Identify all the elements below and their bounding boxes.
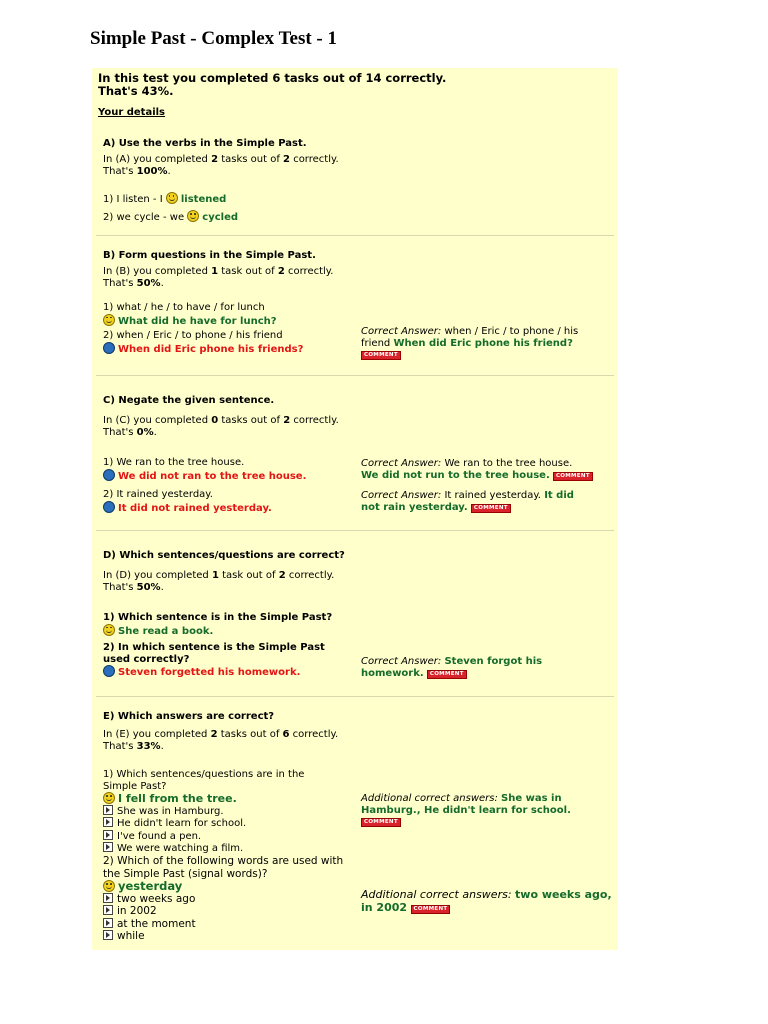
smiley-icon (103, 314, 115, 326)
section-a-stats: In (A) you completed 2 tasks out of 2 correctly. That's 100%. (103, 154, 339, 177)
wrong-answer-icon (103, 665, 115, 677)
summary-line-2: That's 43%. (98, 84, 174, 98)
checkbox-icon[interactable] (103, 918, 113, 928)
your-details-link[interactable]: Your details (98, 107, 166, 118)
section-divider (96, 530, 614, 531)
summary-line-1: In this test you completed 6 tasks out of 14 correctly. (98, 71, 447, 85)
section-d-correct-answer: Correct Answer: Steven forgot his homework. COMMENT (361, 656, 543, 679)
section-divider (96, 375, 614, 376)
option-row[interactable]: She was in Hamburg. (103, 805, 304, 818)
section-e-correct-answer-2: Additional correct answers: two weeks ago, in 2002 COMMENT (361, 888, 612, 914)
section-b-stats: In (B) you completed 1 task out of 2 correctly. That's 50%. (103, 266, 334, 289)
smiley-icon (166, 192, 178, 204)
comment-button[interactable]: COMMENT (553, 472, 593, 481)
section-a-question-2: 2) we cycle - we cycled (103, 212, 239, 223)
option-row[interactable]: while (103, 930, 343, 943)
section-e-correct-answer-1: Additional correct answers: She was in Hamburg., He didn't learn for school. COMMENT (361, 793, 571, 825)
checkbox-icon[interactable] (103, 805, 113, 815)
smiley-icon (103, 624, 115, 636)
section-divider (96, 696, 614, 697)
checkbox-icon[interactable] (103, 930, 113, 940)
checkbox-icon[interactable] (103, 817, 113, 827)
comment-button[interactable]: COMMENT (471, 504, 511, 513)
section-e-question-2: 2) Which of the following words are used with the Simple Past (signal words)? yesterday two weeks ago in 2002 at the moment while (103, 855, 344, 942)
wrong-answer-icon (103, 469, 115, 481)
section-a-question-1: 1) I listen - I listened (103, 194, 227, 205)
smiley-icon (103, 792, 115, 804)
option-row[interactable]: at the moment (103, 918, 343, 931)
comment-button[interactable]: COMMENT (411, 905, 451, 914)
section-c-correct-answer-2: Correct Answer: It rained yesterday. It did not rain yesterday. COMMENT (361, 490, 574, 513)
checkbox-icon[interactable] (103, 842, 113, 852)
section-e-heading: E) Which answers are correct? (103, 711, 275, 722)
checkbox-icon[interactable] (103, 893, 113, 903)
section-d-question-2: 2) In which sentence is the Simple Past used correctly? Steven forgetted his homework. (103, 642, 325, 678)
option-row[interactable]: He didn't learn for school. (103, 817, 304, 830)
section-c-heading: C) Negate the given sentence. (103, 395, 275, 406)
section-b-question-1: 1) what / he / to have / for lunch What did he have for lunch? (103, 302, 277, 327)
section-c-stats: In (C) you completed 0 tasks out of 2 correctly. That's 0%. (103, 415, 339, 438)
smiley-icon (103, 880, 115, 892)
test-summary (98, 72, 446, 98)
section-e-question-1: 1) Which sentences/questions are in the Simple Past? I fell from the tree. She was in Hamburg. He didn't learn for school. I've found a pen. We were watching a film. (103, 769, 305, 854)
section-a-heading: A) Use the verbs in the Simple Past. (103, 138, 307, 149)
section-e-stats: In (E) you completed 2 tasks out of 6 correctly. That's 33%. (103, 729, 339, 752)
option-row[interactable]: two weeks ago (103, 893, 343, 906)
option-row[interactable]: I've found a pen. (103, 830, 304, 843)
smiley-icon (187, 210, 199, 222)
section-c-question-1: 1) We ran to the tree house. We did not ran to the tree house. (103, 457, 307, 482)
section-b-question-2: 2) when / Eric / to phone / his friend When did Eric phone his friends? (103, 330, 304, 355)
wrong-answer-icon (103, 501, 115, 513)
section-divider (96, 235, 614, 236)
section-c-correct-answer-1: Correct Answer: We ran to the tree house. We did not run to the tree house. COMMENT (361, 458, 593, 481)
comment-button[interactable]: COMMENT (427, 670, 467, 679)
document-title: Simple Past - Complex Test - 1 (90, 28, 337, 49)
section-d-question-1: 1) Which sentence is in the Simple Past? She read a book. (103, 612, 333, 637)
option-row[interactable]: in 2002 (103, 905, 343, 918)
section-d-stats: In (D) you completed 1 task out of 2 correctly. That's 50%. (103, 570, 335, 593)
comment-button[interactable]: COMMENT (361, 351, 401, 360)
section-d-heading: D) Which sentences/questions are correct? (103, 550, 345, 561)
section-b-correct-answer: Correct Answer: when / Eric / to phone / his friend When did Eric phone his friend? COMMENT (361, 326, 579, 358)
option-row[interactable]: We were watching a film. (103, 842, 304, 855)
section-c-question-2: 2) It rained yesterday. It did not rained yesterday. (103, 489, 272, 514)
checkbox-icon[interactable] (103, 905, 113, 915)
wrong-answer-icon (103, 342, 115, 354)
section-b-heading: B) Form questions in the Simple Past. (103, 250, 316, 261)
checkbox-icon[interactable] (103, 830, 113, 840)
comment-button[interactable]: COMMENT (361, 818, 401, 827)
